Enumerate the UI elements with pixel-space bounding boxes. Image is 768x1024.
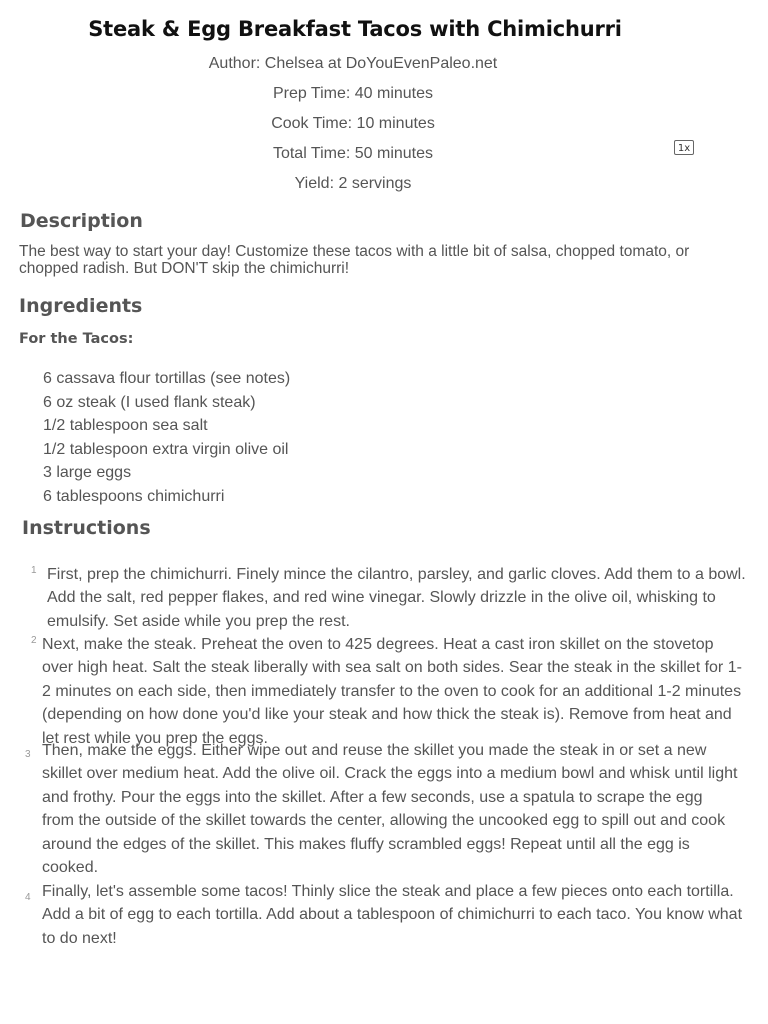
ingredient-item: 3 large eggs [43, 464, 132, 481]
instruction-step: Then, make the eggs. Either wipe out and reuse the skillet you made the steak in or set a new skillet over medium heat. Add the olive oil. Crack the eggs into a medium bowl and whisk until light and frothy. Pour the eggs into the skillet. After a few seconds, use a spatula to scrape the egg from the outside of the skillet towards the center, allowing the uncooked egg to spill out and cook around the edges of the skillet. This makes fluffy scrambled eggs! Repeat until all the egg is cooked. [42, 742, 738, 877]
ingredients-heading: Ingredients [19, 295, 143, 317]
recipe-yield: Yield: 2 servings [294, 175, 412, 192]
recipe-title: Steak & Egg Breakfast Tacos with Chimichurri [88, 17, 622, 41]
servings-multiplier-button[interactable]: 1x [674, 140, 694, 155]
instruction-step: Finally, let's assemble some tacos! Thinly slice the steak and place a few pieces onto each tortilla. Add a bit of egg to each tortilla. Add about a tablespoon of chimichurri to each taco. You know what to do next! [42, 883, 743, 947]
instructions-heading: Instructions [22, 517, 151, 539]
ingredient-group-label: For the Tacos: [19, 331, 134, 347]
total-time: Total Time: 50 minutes [272, 145, 434, 162]
step-number: 4 [25, 892, 31, 903]
step-number: 2 [31, 635, 37, 646]
prep-time: Prep Time: 40 minutes [272, 85, 434, 102]
description-heading: Description [20, 210, 143, 232]
ingredient-item: 1/2 tablespoon extra virgin olive oil [43, 440, 289, 458]
step-number: 3 [25, 749, 31, 760]
ingredient-item: 6 cassava flour tortillas (see notes) [43, 370, 291, 387]
ingredient-item: 6 tablespoons chimichurri [43, 487, 225, 505]
cook-time: Cook Time: 10 minutes [271, 115, 435, 132]
ingredient-item: 6 oz steak (I used flank steak) [43, 393, 256, 411]
recipe-author: Author: Chelsea at DoYouEvenPaleo.net [208, 55, 498, 72]
description-text: The best way to start your day! Customize these tacos with a little bit of salsa, chopped tomato, or chopped radish. But DON'T skip the chimichurri! [19, 243, 690, 277]
ingredients-list [43, 367, 290, 508]
instruction-step: First, prep the chimichurri. Finely mince the cilantro, parsley, and garlic cloves. Add them to a bowl. Add the salt, red pepper flakes, and red wine vinegar. Slowly drizzle in the olive oil, whisking to emulsify. Set aside while you prep the rest. [47, 566, 746, 630]
instruction-step: Next, make the steak. Preheat the oven to 425 degrees. Heat a cast iron skillet on the stovetop over high heat. Salt the steak liberally with sea salt on both sides. Sear the steak in the skillet for 1-2 minutes on each side, then immediately transfer to the oven to cook for an additional 1-2 minutes (depending on how done you'd like your steak and how thick the steak is). Remove from heat and let rest while you prep the eggs. [42, 636, 742, 747]
ingredient-item: 1/2 tablespoon sea salt [43, 417, 208, 434]
step-number: 1 [31, 565, 37, 576]
